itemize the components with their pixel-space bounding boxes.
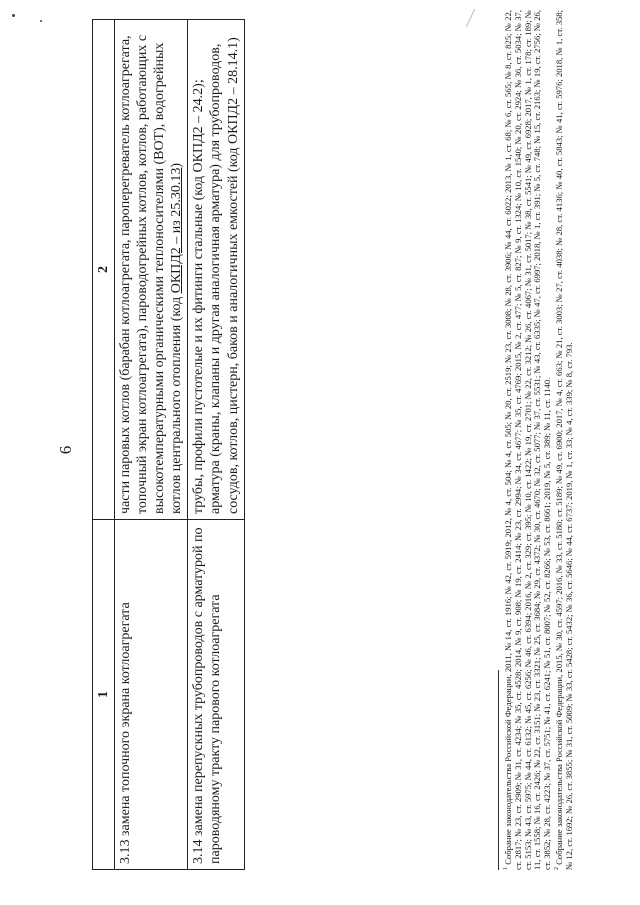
scan-speck <box>40 20 42 22</box>
scan-speck <box>12 14 15 17</box>
rotated-page-content <box>50 10 590 880</box>
page-number: 6 <box>56 445 75 455</box>
table-row <box>115 20 188 870</box>
footnotes <box>503 10 576 870</box>
footnote-text: Собрание законодательства Российской Федерации, 2015, № 30, ст. 4597; 2016, № 33, ст. 5180; ст. 5189; № 49, ст. 6900; 2017, № 4, ст. 663; № 21, ст. 3003; № 27, ст. 4038; № 28, ст. 4136; № 40, ст. 5843; № 41, ст. 5976; 2018, № 1, ст. 358; № 12, ст. 1692; № 26, ст. 3855; № 31, ст. 5009; № 33, ст. 5428; ст. 5432; № 36, ст. 5646; № 44, ст. 6737; 2019, № 1, ст. 33; № 4, ст. 339; № 8, ст. 793. <box>554 10 574 870</box>
equipment-text: трубы, профили пустотелые и их фитинги стальные (код ОКПД2 – 24.2); арматура (краны, клапаны и другая аналогичная арматура) для трубопроводов, сосудов, котлов, цистерн, баков и аналогичных емкостей (код ОКПД2 – 28.14.1) <box>191 37 241 514</box>
column-header: 2 <box>93 20 115 520</box>
equipment-description-cell <box>188 20 244 520</box>
okpd-code: ОКПД2 – из 25.30.13 <box>169 167 185 294</box>
footnote-mark: 2 <box>554 867 561 870</box>
work-description-cell: 3.14 замена перепускных трубопроводов с арматурой по пароводяному тракту парового котлоагрегата <box>188 520 244 870</box>
table-header-row <box>93 20 115 870</box>
equipment-text: части паровых котлов (барабан котлоагрегата, пароперегреватель котлоагрегата, топочный экран котлоагрегата), пароводогрейных котлов, котлов, работающих с высокотемпературными органическими теплоносителями (ВОТ), водогрейных котлов центрального отопления (код <box>118 34 185 514</box>
footnote-text: Собрание законодательства Российской Федерации, 2011, № 14, ст. 1916; № 42, ст. 5919; 2012, № 4, ст. 504; № 4, ст. 505; № 20, ст. 2519; № 23, ст. 3008; № 28, ст. 3906; № 44, ст. 6022; 2013, № 1, ст. 68; № 6, ст. 565; № 8, ст. 825; № 22, ст. 2817; № 23, ст. 2909; № 31, ст. 4234; № 35, ст. 4528; 2014, № 9, ст. 908; № 19, ст. 2414; № 23, ст. 2994; № 34, ст. 4677; № 35, ст. 4769; 2015, № 2, ст. 477; № 5, ст. 827; № 9, ст. 1324; № 10, ст. 1540; № 20, ст. 2924; № 36, ст. 5034; № 37, ст. 5153; № 43, ст. 5975; № 44, ст. 6132; № 45, ст. 6256; № 46, ст. 6394; 2016, № 2, ст. 329; ст. 395; № 10, ст. 1422; № 19, ст. 2701; № 22, ст. 3212; № 26, ст. 4067; № 31, ст. 5017; № 38, ст. 5541; № 49, ст. 6928; 2017, № 1, ст. 178; ст. 189; № 11, ст. 1558; № 16, ст. 2426; № 22, ст. 3151; № 23, ст. 3321; № 25, ст. 3684; № 29, ст. 4372; № 30, ст. 4670; № 32, ст. 5077; № 37, ст. 5531; № 43, ст. 6335; № 47, ст. 6997; 2018, № 1, ст. 391; № 5, ст. 748; № 15, ст. 2163; № 19, ст. 2756; № 26, ст. 3852; № 28, ст. 4223; № 37, ст. 5751; № 41, ст. 6241; № 51, ст. 8007; № 52, ст. 8266; № 53, ст. 8661; 2019, № 5, ст. 389; № 11, ст. 1140. <box>502 10 553 870</box>
equipment-table <box>92 19 245 870</box>
footnote-separator <box>498 670 499 870</box>
equipment-description-cell <box>115 20 188 520</box>
footnote <box>554 10 575 870</box>
footnote-mark: 1 <box>503 867 509 870</box>
table-row <box>188 20 244 870</box>
equipment-text-end: ) <box>169 162 185 168</box>
footnote <box>503 10 553 870</box>
work-description-cell: 3.13 замена топочного экрана котлоагрегата <box>115 520 188 870</box>
column-header: 1 <box>93 520 115 870</box>
